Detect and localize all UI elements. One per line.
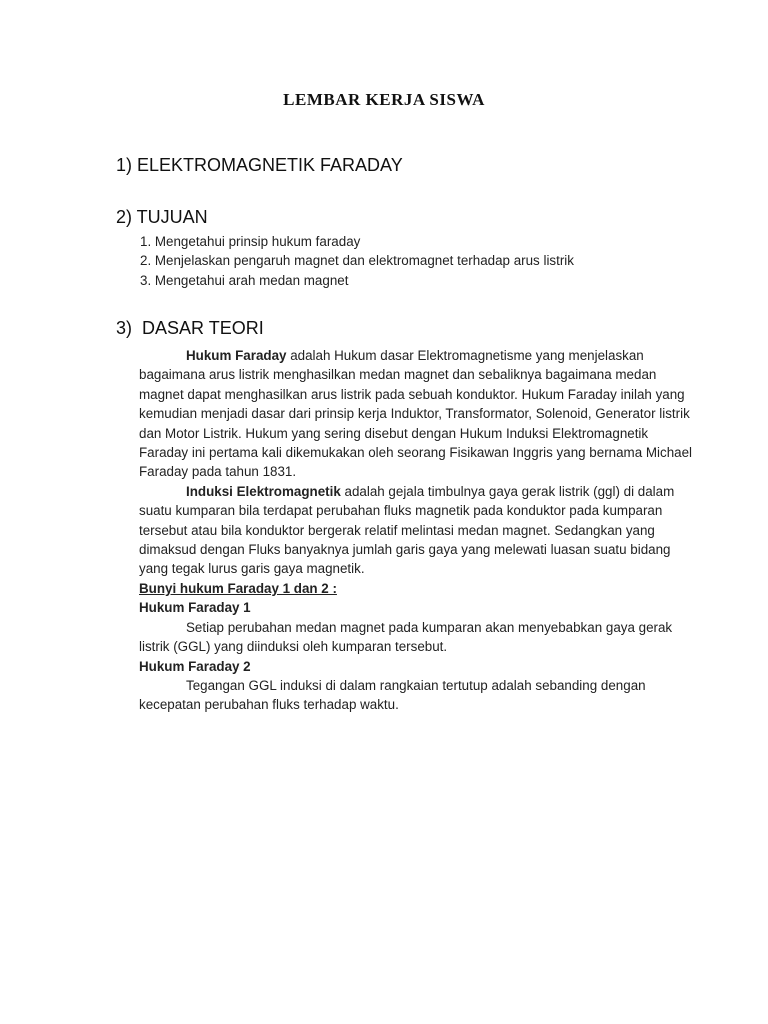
law2-text: Tegangan GGL induksi di dalam rangkaian tertutup adalah sebanding dengan kecepatan perubahan fluks terhadap waktu. bbox=[139, 677, 646, 713]
section-heading-tujuan: 2) TUJUAN bbox=[116, 207, 208, 227]
section-heading-dasar-teori: 3) DASAR TEORI bbox=[116, 318, 264, 338]
paragraph-text: adalah Hukum dasar Elektromagnetisme yang menjelaskan bagaimana arus listrik menghasilkan medan magnet dan sebaliknya bagaimana medan magnet dapat menghasilkan arus listrik pada sebuah konduktor. Hukum Faraday inilah yang kemudian menjadi dasar dari prinsip kerja Induktor, Transformator, Solenoid, Generator listrik dan Motor Listrik. Hukum yang sering disebut dengan Hukum Induksi Elektromagnetik Faraday ini pertama kali dikemukakan oleh seorang Fisikawan Inggris yang bernama Michael Faraday pada tahun 1831. bbox=[139, 348, 693, 480]
list-item: 3. Mengetahui arah medan magnet bbox=[140, 272, 349, 288]
term-induksi-elektromagnetik: Induksi Elektromagnetik bbox=[186, 483, 341, 499]
section-heading-elektromagnetik: 1) ELEKTROMAGNETIK FARADAY bbox=[116, 155, 403, 175]
paragraph-induksi-elektromagnetik bbox=[139, 482, 699, 579]
law1-text: Setiap perubahan medan magnet pada kumparan akan menyebabkan gaya gerak listrik (GGL) yang diinduksi oleh kumparan tersebut. bbox=[139, 619, 673, 655]
law2-heading: Hukum Faraday 2 bbox=[139, 658, 251, 674]
paragraph-text: adalah gejala timbulnya gaya gerak listrik (ggl) di dalam suatu kumparan bila terdapat perubahan fluks magnetik pada konduktor pada kumparan tersebut atau bila konduktor bergerak relatif melintasi medan magnet. Sedangkan yang dimaksud dengan Fluks banyaknya jumlah garis gaya yang melewati luasan suatu bidang yang tegak lurus garis gaya magnetik. bbox=[139, 483, 675, 577]
law1-heading: Hukum Faraday 1 bbox=[139, 600, 251, 616]
list-item: 1. Mengetahui prinsip hukum faraday bbox=[140, 234, 361, 249]
dasar-teori-body bbox=[139, 346, 699, 715]
bunyi-hukum-heading: Bunyi hukum Faraday 1 dan 2 : bbox=[139, 580, 337, 596]
term-hukum-faraday: Hukum Faraday bbox=[186, 348, 287, 363]
paragraph-hukum-faraday bbox=[139, 346, 699, 482]
document-title: LEMBAR KERJA SISWA bbox=[283, 90, 485, 109]
tujuan-list bbox=[140, 232, 574, 290]
list-item: 2. Menjelaskan pengaruh magnet dan elektromagnet terhadap arus listrik bbox=[140, 253, 574, 269]
